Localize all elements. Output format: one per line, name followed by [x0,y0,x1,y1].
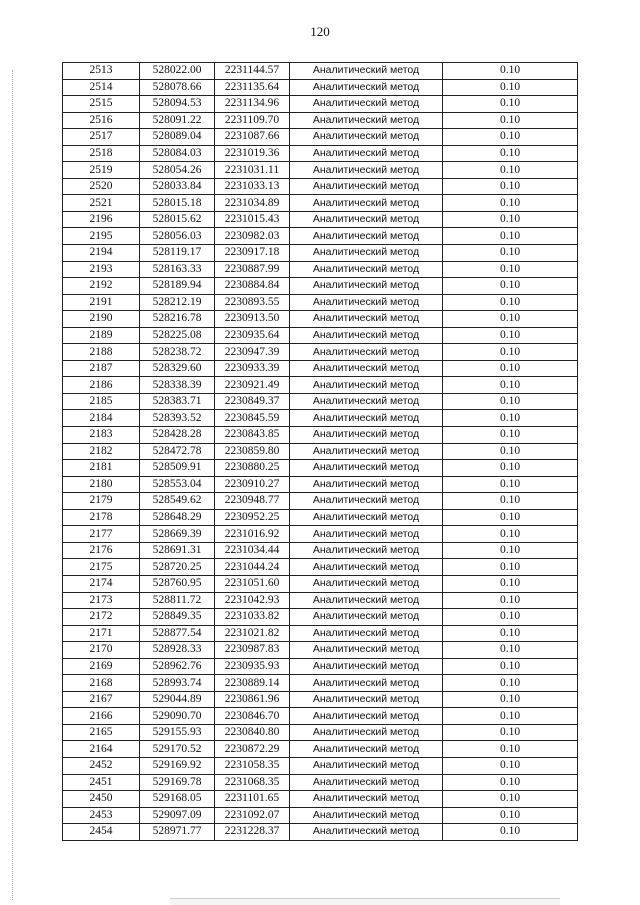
x-coordinate-cell: 528383.71 [140,393,215,410]
method-cell: Аналитический метод [290,245,443,262]
x-coordinate-cell: 528015.18 [140,195,215,212]
y-coordinate-cell: 2231021.82 [215,625,290,642]
table-row [63,542,578,559]
table-row [63,278,578,295]
accuracy-cell: 0.10 [443,211,578,228]
table-row [63,129,578,146]
accuracy-cell: 0.10 [443,592,578,609]
table-row [63,741,578,758]
x-coordinate-cell: 528329.60 [140,360,215,377]
accuracy-cell: 0.10 [443,757,578,774]
accuracy-cell: 0.10 [443,96,578,113]
accuracy-cell: 0.10 [443,393,578,410]
x-coordinate-cell: 528962.76 [140,658,215,675]
page-number: 120 [310,24,330,39]
method-cell: Аналитический метод [290,807,443,824]
y-coordinate-cell: 2231109.70 [215,112,290,129]
y-coordinate-cell: 2230880.25 [215,460,290,477]
table-row [63,724,578,741]
x-coordinate-cell: 528811.72 [140,592,215,609]
method-cell: Аналитический метод [290,559,443,576]
x-coordinate-cell: 528691.31 [140,542,215,559]
method-cell: Аналитический метод [290,228,443,245]
x-coordinate-cell: 528669.39 [140,526,215,543]
accuracy-cell: 0.10 [443,460,578,477]
table-row [63,774,578,791]
accuracy-cell: 0.10 [443,774,578,791]
accuracy-cell: 0.10 [443,228,578,245]
point-id-cell: 2182 [63,443,140,460]
x-coordinate-cell: 528428.28 [140,427,215,444]
table-row [63,377,578,394]
x-coordinate-cell: 528928.33 [140,642,215,659]
y-coordinate-cell: 2231042.93 [215,592,290,609]
method-cell: Аналитический метод [290,460,443,477]
accuracy-cell: 0.10 [443,311,578,328]
point-id-cell: 2178 [63,509,140,526]
table-row [63,311,578,328]
x-coordinate-cell: 529044.89 [140,691,215,708]
table-row [63,691,578,708]
y-coordinate-cell: 2231051.60 [215,575,290,592]
accuracy-cell: 0.10 [443,261,578,278]
y-coordinate-cell: 2230987.83 [215,642,290,659]
table-row [63,228,578,245]
accuracy-cell: 0.10 [443,112,578,129]
method-cell: Аналитический метод [290,195,443,212]
y-coordinate-cell: 2231033.13 [215,178,290,195]
method-cell: Аналитический метод [290,642,443,659]
accuracy-cell: 0.10 [443,410,578,427]
point-id-cell: 2187 [63,360,140,377]
accuracy-cell: 0.10 [443,642,578,659]
method-cell: Аналитический метод [290,261,443,278]
table-row [63,410,578,427]
table-row [63,559,578,576]
table-row [63,807,578,824]
y-coordinate-cell: 2230843.85 [215,427,290,444]
accuracy-cell: 0.10 [443,344,578,361]
method-cell: Аналитический метод [290,625,443,642]
x-coordinate-cell: 528094.53 [140,96,215,113]
table-row [63,625,578,642]
x-coordinate-cell: 528078.66 [140,79,215,96]
method-cell: Аналитический метод [290,542,443,559]
table-row [63,245,578,262]
x-coordinate-cell: 528238.72 [140,344,215,361]
x-coordinate-cell: 528877.54 [140,625,215,642]
accuracy-cell: 0.10 [443,509,578,526]
y-coordinate-cell: 2231135.64 [215,79,290,96]
accuracy-cell: 0.10 [443,195,578,212]
point-id-cell: 2191 [63,294,140,311]
point-id-cell: 2183 [63,427,140,444]
point-id-cell: 2450 [63,791,140,808]
accuracy-cell: 0.10 [443,493,578,510]
table-row [63,476,578,493]
x-coordinate-cell: 528091.22 [140,112,215,129]
point-id-cell: 2186 [63,377,140,394]
point-id-cell: 2181 [63,460,140,477]
point-id-cell: 2514 [63,79,140,96]
method-cell: Аналитический метод [290,476,443,493]
point-id-cell: 2184 [63,410,140,427]
x-coordinate-cell: 528033.84 [140,178,215,195]
x-coordinate-cell: 528022.00 [140,63,215,80]
point-id-cell: 2168 [63,675,140,692]
x-coordinate-cell: 528056.03 [140,228,215,245]
point-id-cell: 2175 [63,559,140,576]
y-coordinate-cell: 2231033.82 [215,609,290,626]
accuracy-cell: 0.10 [443,824,578,841]
y-coordinate-cell: 2230840.80 [215,724,290,741]
method-cell: Аналитический метод [290,791,443,808]
table-row [63,96,578,113]
method-cell: Аналитический метод [290,112,443,129]
y-coordinate-cell: 2230859.80 [215,443,290,460]
x-coordinate-cell: 529097.09 [140,807,215,824]
x-coordinate-cell: 528225.08 [140,327,215,344]
accuracy-cell: 0.10 [443,278,578,295]
point-id-cell: 2513 [63,63,140,80]
point-id-cell: 2179 [63,493,140,510]
x-coordinate-cell: 529168.05 [140,791,215,808]
accuracy-cell: 0.10 [443,708,578,725]
point-id-cell: 2195 [63,228,140,245]
y-coordinate-cell: 2231068.35 [215,774,290,791]
point-id-cell: 2170 [63,642,140,659]
x-coordinate-cell: 528648.29 [140,509,215,526]
method-cell: Аналитический метод [290,658,443,675]
x-coordinate-cell: 528189.94 [140,278,215,295]
y-coordinate-cell: 2231015.43 [215,211,290,228]
point-id-cell: 2519 [63,162,140,179]
method-cell: Аналитический метод [290,824,443,841]
method-cell: Аналитический метод [290,129,443,146]
method-cell: Аналитический метод [290,145,443,162]
accuracy-cell: 0.10 [443,807,578,824]
point-id-cell: 2193 [63,261,140,278]
point-id-cell: 2452 [63,757,140,774]
accuracy-cell: 0.10 [443,791,578,808]
y-coordinate-cell: 2231101.65 [215,791,290,808]
x-coordinate-cell: 528084.03 [140,145,215,162]
x-coordinate-cell: 528553.04 [140,476,215,493]
table-row [63,526,578,543]
x-coordinate-cell: 528472.78 [140,443,215,460]
y-coordinate-cell: 2230952.25 [215,509,290,526]
x-coordinate-cell: 528338.39 [140,377,215,394]
method-cell: Аналитический метод [290,278,443,295]
method-cell: Аналитический метод [290,708,443,725]
point-id-cell: 2172 [63,609,140,626]
table-row [63,211,578,228]
y-coordinate-cell: 2231092.07 [215,807,290,824]
accuracy-cell: 0.10 [443,741,578,758]
point-id-cell: 2176 [63,542,140,559]
accuracy-cell: 0.10 [443,162,578,179]
table-row [63,261,578,278]
method-cell: Аналитический метод [290,410,443,427]
x-coordinate-cell: 528720.25 [140,559,215,576]
x-coordinate-cell: 528760.95 [140,575,215,592]
accuracy-cell: 0.10 [443,145,578,162]
margin-mark [12,70,13,900]
method-cell: Аналитический метод [290,757,443,774]
table-row [63,592,578,609]
method-cell: Аналитический метод [290,509,443,526]
method-cell: Аналитический метод [290,592,443,609]
x-coordinate-cell: 529169.92 [140,757,215,774]
method-cell: Аналитический метод [290,96,443,113]
point-id-cell: 2174 [63,575,140,592]
point-id-cell: 2169 [63,658,140,675]
method-cell: Аналитический метод [290,327,443,344]
x-coordinate-cell: 528509.91 [140,460,215,477]
table-row [63,360,578,377]
method-cell: Аналитический метод [290,724,443,741]
method-cell: Аналитический метод [290,493,443,510]
table-row [63,294,578,311]
y-coordinate-cell: 2230947.39 [215,344,290,361]
table-row [63,658,578,675]
point-id-cell: 2185 [63,393,140,410]
y-coordinate-cell: 2230845.59 [215,410,290,427]
point-id-cell: 2173 [63,592,140,609]
accuracy-cell: 0.10 [443,178,578,195]
accuracy-cell: 0.10 [443,526,578,543]
accuracy-cell: 0.10 [443,675,578,692]
coordinates-table [62,62,578,841]
method-cell: Аналитический метод [290,575,443,592]
y-coordinate-cell: 2230893.55 [215,294,290,311]
table-row [63,509,578,526]
accuracy-cell: 0.10 [443,476,578,493]
table-row [63,460,578,477]
y-coordinate-cell: 2231019.36 [215,145,290,162]
accuracy-cell: 0.10 [443,377,578,394]
point-id-cell: 2189 [63,327,140,344]
point-id-cell: 2167 [63,691,140,708]
x-coordinate-cell: 528393.52 [140,410,215,427]
accuracy-cell: 0.10 [443,443,578,460]
point-id-cell: 2517 [63,129,140,146]
y-coordinate-cell: 2231034.89 [215,195,290,212]
method-cell: Аналитический метод [290,774,443,791]
y-coordinate-cell: 2231087.66 [215,129,290,146]
point-id-cell: 2451 [63,774,140,791]
method-cell: Аналитический метод [290,79,443,96]
y-coordinate-cell: 2230917.18 [215,245,290,262]
x-coordinate-cell: 528549.62 [140,493,215,510]
point-id-cell: 2196 [63,211,140,228]
x-coordinate-cell: 529169.78 [140,774,215,791]
method-cell: Аналитический метод [290,393,443,410]
y-coordinate-cell: 2231144.57 [215,63,290,80]
x-coordinate-cell: 528015.62 [140,211,215,228]
method-cell: Аналитический метод [290,675,443,692]
table-row [63,79,578,96]
x-coordinate-cell: 528163.33 [140,261,215,278]
accuracy-cell: 0.10 [443,427,578,444]
y-coordinate-cell: 2230935.93 [215,658,290,675]
table-row [63,195,578,212]
point-id-cell: 2177 [63,526,140,543]
scan-edge [170,898,560,905]
table-row [63,327,578,344]
point-id-cell: 2516 [63,112,140,129]
y-coordinate-cell: 2231016.92 [215,526,290,543]
y-coordinate-cell: 2230935.64 [215,327,290,344]
point-id-cell: 2180 [63,476,140,493]
accuracy-cell: 0.10 [443,79,578,96]
table-row [63,443,578,460]
table-row [63,178,578,195]
method-cell: Аналитический метод [290,311,443,328]
method-cell: Аналитический метод [290,294,443,311]
table-row [63,145,578,162]
table-row [63,344,578,361]
accuracy-cell: 0.10 [443,245,578,262]
accuracy-cell: 0.10 [443,691,578,708]
table-row [63,393,578,410]
point-id-cell: 2164 [63,741,140,758]
table-row [63,609,578,626]
y-coordinate-cell: 2230982.03 [215,228,290,245]
y-coordinate-cell: 2231058.35 [215,757,290,774]
y-coordinate-cell: 2230887.99 [215,261,290,278]
x-coordinate-cell: 528212.19 [140,294,215,311]
method-cell: Аналитический метод [290,741,443,758]
point-id-cell: 2454 [63,824,140,841]
x-coordinate-cell: 528216.78 [140,311,215,328]
accuracy-cell: 0.10 [443,129,578,146]
table-row [63,162,578,179]
accuracy-cell: 0.10 [443,658,578,675]
y-coordinate-cell: 2230872.29 [215,741,290,758]
accuracy-cell: 0.10 [443,559,578,576]
method-cell: Аналитический метод [290,526,443,543]
x-coordinate-cell: 528054.26 [140,162,215,179]
point-id-cell: 2165 [63,724,140,741]
table-row [63,757,578,774]
method-cell: Аналитический метод [290,162,443,179]
point-id-cell: 2518 [63,145,140,162]
x-coordinate-cell: 528971.77 [140,824,215,841]
point-id-cell: 2188 [63,344,140,361]
accuracy-cell: 0.10 [443,327,578,344]
y-coordinate-cell: 2230889.14 [215,675,290,692]
y-coordinate-cell: 2230921.49 [215,377,290,394]
method-cell: Аналитический метод [290,360,443,377]
method-cell: Аналитический метод [290,211,443,228]
point-id-cell: 2194 [63,245,140,262]
y-coordinate-cell: 2231031.11 [215,162,290,179]
x-coordinate-cell: 529155.93 [140,724,215,741]
accuracy-cell: 0.10 [443,575,578,592]
point-id-cell: 2166 [63,708,140,725]
accuracy-cell: 0.10 [443,294,578,311]
x-coordinate-cell: 529170.52 [140,741,215,758]
method-cell: Аналитический метод [290,427,443,444]
y-coordinate-cell: 2230910.27 [215,476,290,493]
point-id-cell: 2192 [63,278,140,295]
table-row [63,642,578,659]
table-row [63,63,578,80]
table-row [63,708,578,725]
accuracy-cell: 0.10 [443,724,578,741]
x-coordinate-cell: 529090.70 [140,708,215,725]
x-coordinate-cell: 528993.74 [140,675,215,692]
point-id-cell: 2171 [63,625,140,642]
point-id-cell: 2190 [63,311,140,328]
method-cell: Аналитический метод [290,344,443,361]
point-id-cell: 2520 [63,178,140,195]
table-row [63,112,578,129]
accuracy-cell: 0.10 [443,63,578,80]
x-coordinate-cell: 528119.17 [140,245,215,262]
x-coordinate-cell: 528089.04 [140,129,215,146]
coordinates-table-body [63,63,578,841]
y-coordinate-cell: 2230933.39 [215,360,290,377]
method-cell: Аналитический метод [290,443,443,460]
point-id-cell: 2453 [63,807,140,824]
method-cell: Аналитический метод [290,609,443,626]
y-coordinate-cell: 2231134.96 [215,96,290,113]
table-row [63,575,578,592]
y-coordinate-cell: 2231228.37 [215,824,290,841]
point-id-cell: 2515 [63,96,140,113]
y-coordinate-cell: 2231044.24 [215,559,290,576]
point-id-cell: 2521 [63,195,140,212]
accuracy-cell: 0.10 [443,360,578,377]
y-coordinate-cell: 2231034.44 [215,542,290,559]
accuracy-cell: 0.10 [443,609,578,626]
table-row [63,791,578,808]
y-coordinate-cell: 2230948.77 [215,493,290,510]
method-cell: Аналитический метод [290,377,443,394]
y-coordinate-cell: 2230913.50 [215,311,290,328]
table-row [63,824,578,841]
method-cell: Аналитический метод [290,691,443,708]
y-coordinate-cell: 2230884.84 [215,278,290,295]
table-row [63,493,578,510]
table-row [63,675,578,692]
y-coordinate-cell: 2230846.70 [215,708,290,725]
table-row [63,427,578,444]
accuracy-cell: 0.10 [443,542,578,559]
y-coordinate-cell: 2230849.37 [215,393,290,410]
method-cell: Аналитический метод [290,63,443,80]
x-coordinate-cell: 528849.35 [140,609,215,626]
accuracy-cell: 0.10 [443,625,578,642]
y-coordinate-cell: 2230861.96 [215,691,290,708]
method-cell: Аналитический метод [290,178,443,195]
